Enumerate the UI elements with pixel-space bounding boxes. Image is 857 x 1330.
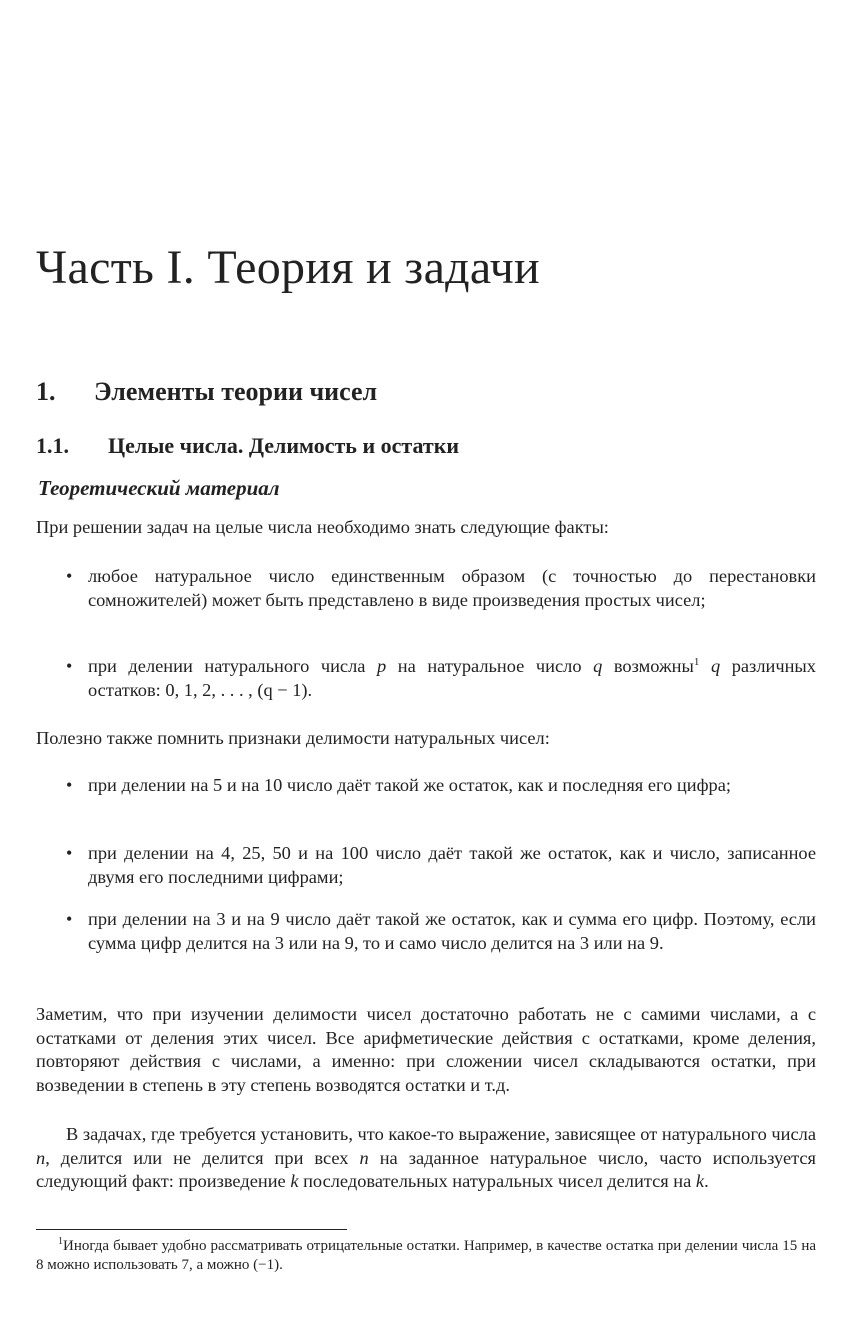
text-run: . <box>704 1171 709 1191</box>
math-variable: k <box>290 1171 299 1191</box>
math-variable: q <box>710 656 721 676</box>
body-paragraph-1: Заметим, что при изучении делимости чисел достаточно работать не с самими числами, а с остатками от деления этих чисел. Все арифметические действия с остатками, кроме деления, повторяют действия с числами, а именно: при сложении чисел складываются остатки, при возведении в степень в эту степень возводятся остатки и т.д. <box>36 1004 816 1095</box>
list-item: • при делении на 4, 25, 50 и на 100 число даёт такой же остаток, как и число, записанное двумя его последними цифрами; <box>36 842 816 889</box>
part-title: Часть I. Теория и задачи <box>36 241 541 294</box>
text-run: В задачах, где требуется установить, что какое-то выражение, зависящее от натурального числа <box>66 1124 816 1144</box>
divisibility-tests-2 <box>36 842 816 889</box>
subsection-title: Целые числа. Делимость и остатки <box>108 433 460 458</box>
subsection-number: 1.1. <box>36 433 69 458</box>
math-variable: n <box>359 1147 369 1168</box>
footnote-reference: 1 <box>693 655 700 668</box>
text-run: различных остатков: <box>88 656 816 700</box>
section-heading <box>36 377 377 407</box>
math-variable: k <box>695 1171 705 1191</box>
text-run: последовательных натуральных чисел делится на <box>298 1171 696 1191</box>
subsection-heading <box>36 433 459 459</box>
facts-list <box>36 565 816 612</box>
footnote-rule <box>36 1229 347 1230</box>
text-run: на заданное натуральное число, часто используется следующий факт: произведение <box>36 1147 816 1191</box>
list-item: • при делении на 3 и на 9 число даёт такой же остаток, как и сумма его цифр. Поэтому, если сумма цифр делится на 3 или на 9, то и само число делится на 3 или на 9. <box>36 908 816 955</box>
footnote <box>36 1237 816 1275</box>
facts-list-2 <box>36 655 816 702</box>
list-item <box>36 655 816 702</box>
math-variable: q <box>593 656 603 676</box>
theory-heading: Теоретический материал <box>38 476 280 500</box>
list-item: • любое натуральное число единственным образом (с точностью до перестановки сомножителей) может быть представлено в виде произведения простых чисел; <box>36 565 816 612</box>
math-formula: 0, 1, 2, . . . , (q − 1). <box>165 679 313 700</box>
text-run: при делении натурального числа <box>88 656 377 676</box>
math-variable: n <box>36 1147 46 1168</box>
footnote-text: Иногда бывает удобно рассматривать отрицательные остатки. Например, в качестве остатка при делении числа 15 на 8 можно использовать 7, а можно (−1). <box>36 1238 816 1273</box>
math-variable: p <box>377 656 387 676</box>
divisibility-intro: Полезно также помнить признаки делимости натуральных чисел: <box>36 728 550 748</box>
text-run: на натуральное число <box>386 656 594 676</box>
intro-paragraph: При решении задач на целые числа необходимо знать следующие факты: <box>36 517 609 537</box>
divisibility-tests <box>36 774 816 798</box>
body-paragraph-2 <box>36 1123 816 1194</box>
text-run: , делится или не делится при всех <box>45 1147 360 1168</box>
section-number: 1. <box>36 377 56 406</box>
footnote-mark: 1 <box>58 1236 63 1247</box>
text-run: возможны <box>602 656 694 676</box>
divisibility-tests-3 <box>36 908 816 955</box>
section-title: Элементы теории чисел <box>94 377 378 406</box>
list-item: • при делении на 5 и на 10 число даёт такой же остаток, как и последняя его цифра; <box>36 774 816 798</box>
